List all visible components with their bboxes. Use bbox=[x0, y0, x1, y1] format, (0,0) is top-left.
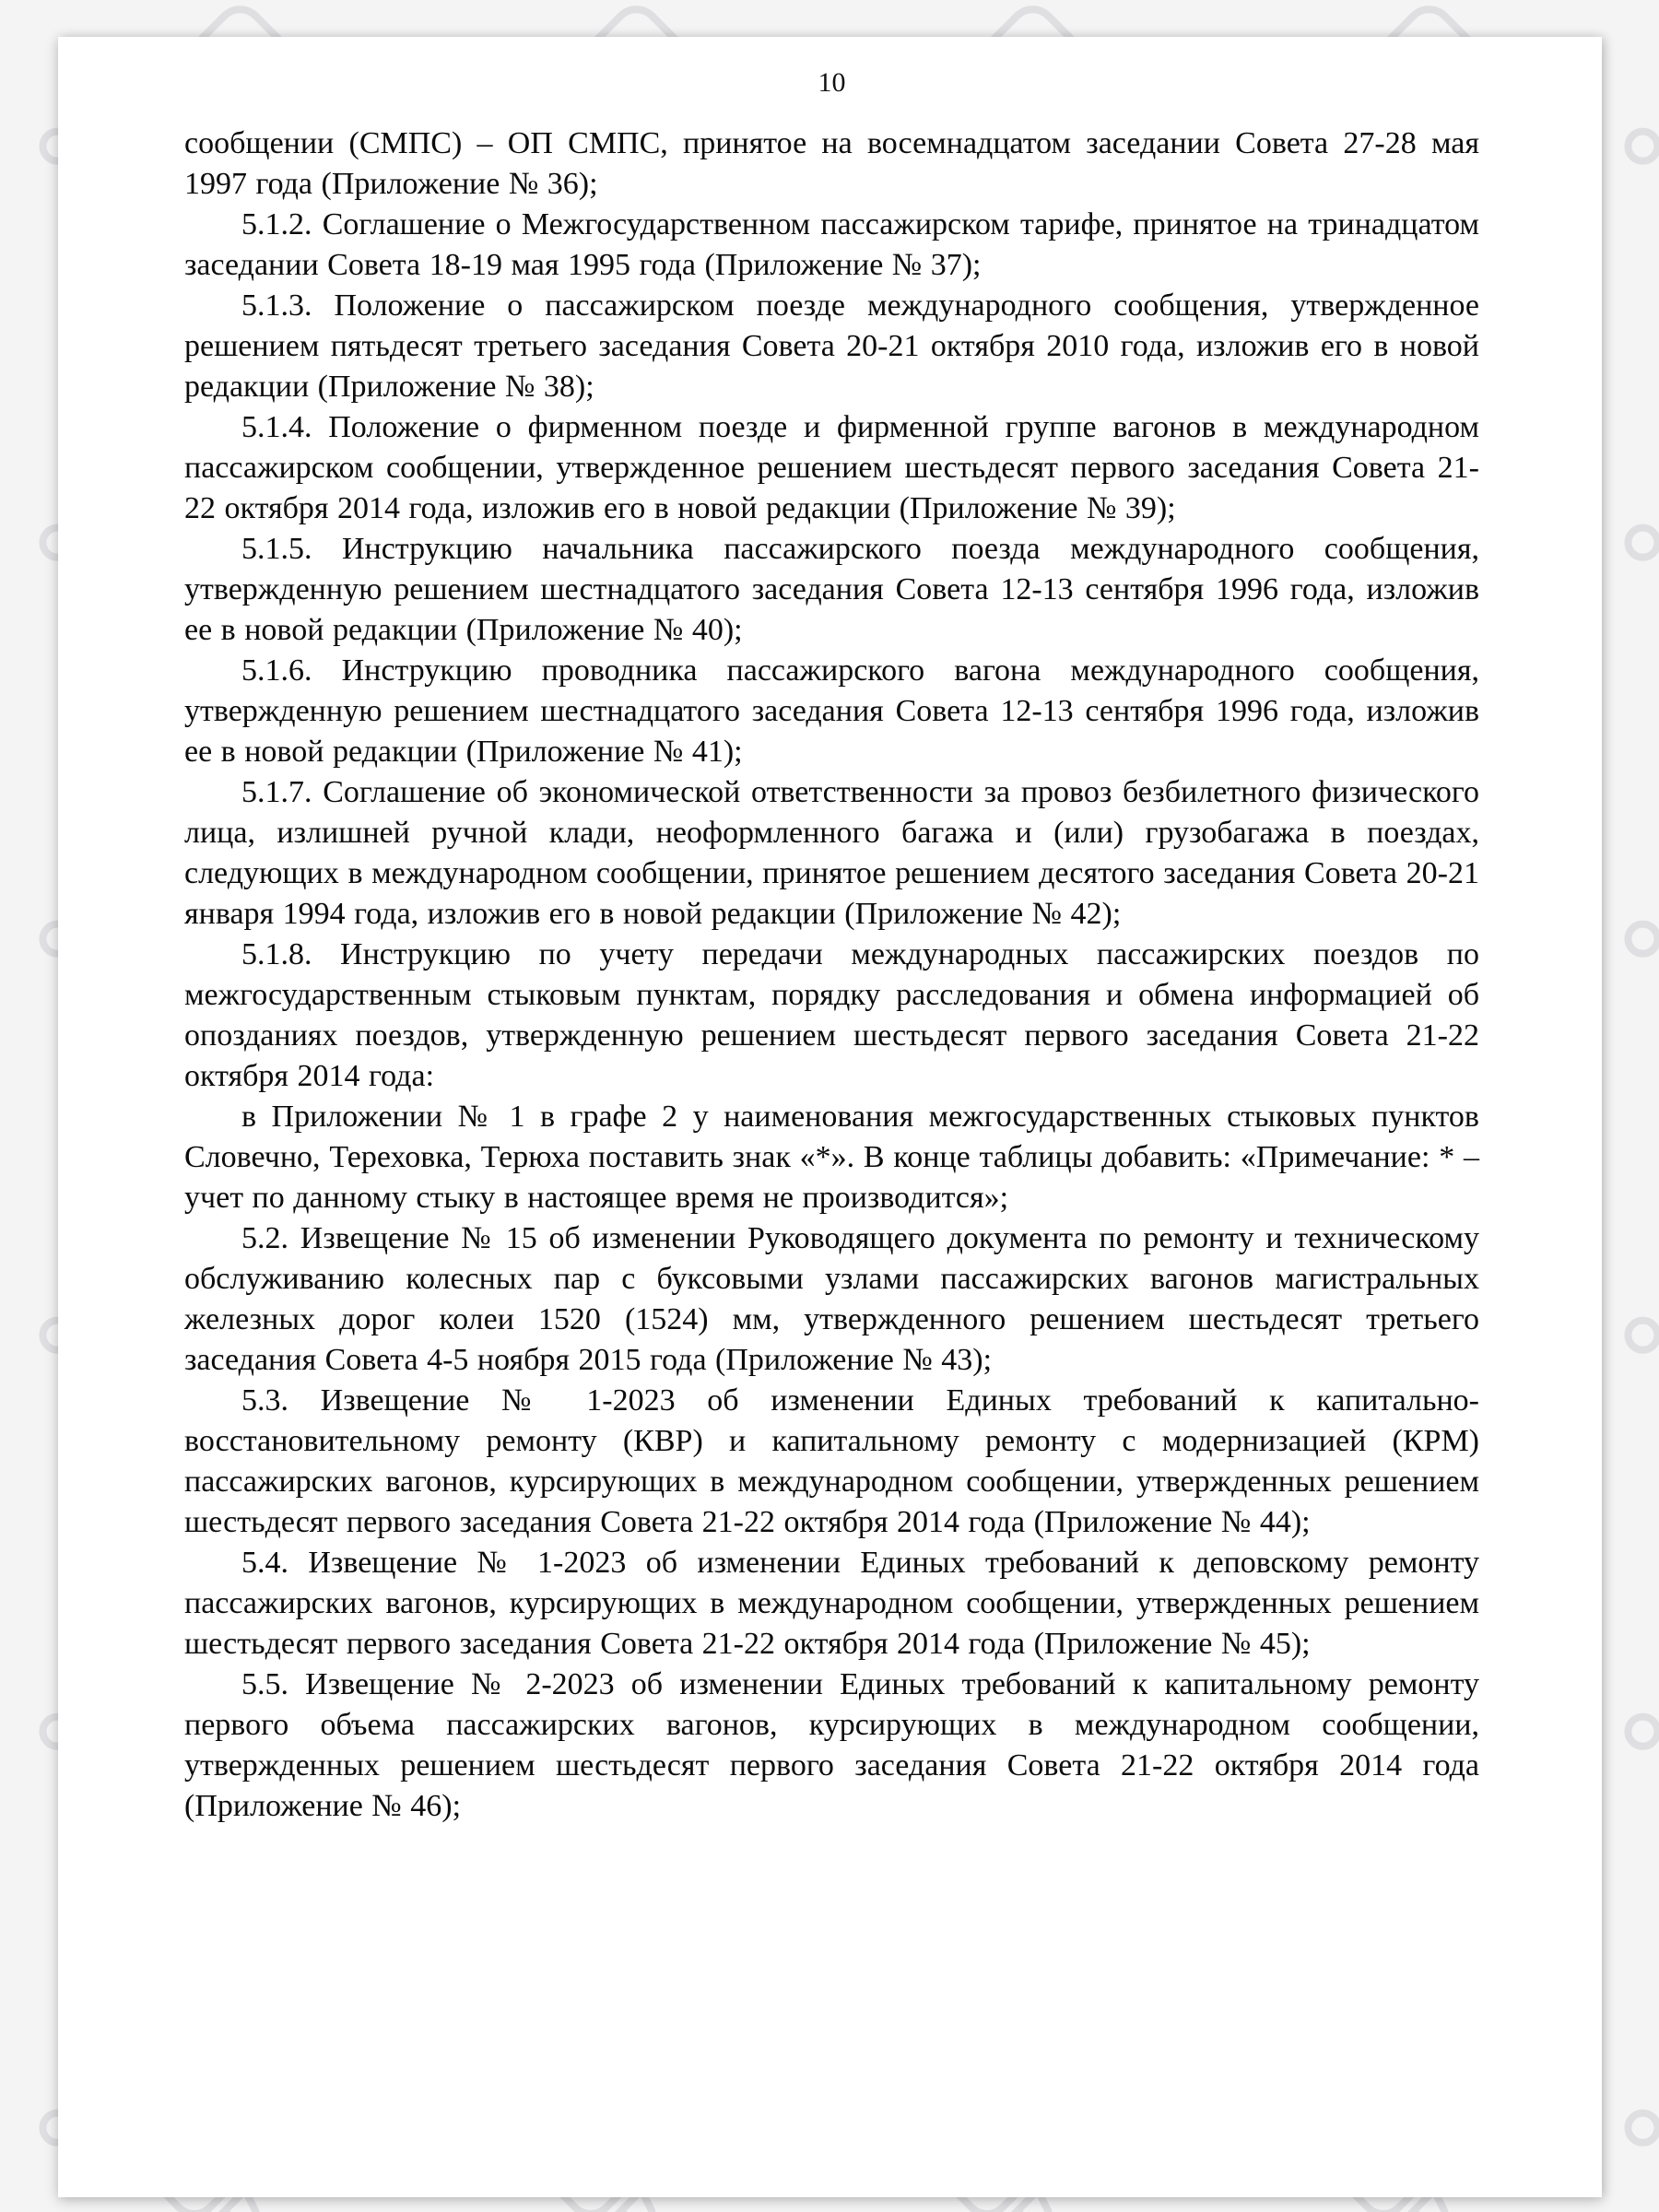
document-page bbox=[58, 37, 1602, 2197]
paragraph: 5.3. Извещение № 1-2023 об изменении Единых требований к капитально-восстановительному ремонту (КВР) и капитальному ремонту с модернизацией (КРМ) пассажирских вагонов, курсирующих в международном сообщении, утвержденных решением шестьдесят первого заседания Совета 21-22 октября 2014 года (Приложение № 44); bbox=[184, 1383, 1479, 1539]
paragraph: 5.1.5. Инструкцию начальника пассажирского поезда международного сообщения, утвержденную решением шестнадцатого заседания Совета 12-13 сентября 1996 года, изложив ее в новой редакции (Приложение № 40); bbox=[184, 532, 1479, 647]
paragraph: в Приложении № 1 в графе 2 у наименования межгосударственных стыковых пунктов Словечно, Тереховка, Терюха поставить знак «*». В конце таблицы добавить: «Примечание: * – учет по данному стыку в настоящее время не производится»; bbox=[184, 1100, 1479, 1215]
page-number: 10 bbox=[818, 67, 846, 98]
paragraph: 5.1.8. Инструкцию по учету передачи международных пассажирских поездов по межгосударственным стыковым пунктам, порядку расследования и обмена информацией об опозданиях поездов, утвержденную решением шестьдесят первого заседания Совета 21-22 октября 2014 года: bbox=[184, 937, 1479, 1093]
paragraph: 5.1.6. Инструкцию проводника пассажирского вагона международного сообщения, утвержденную решением шестнадцатого заседания Совета 12-13 сентября 1996 года, изложив ее в новой редакции (Приложение № 41); bbox=[184, 653, 1479, 769]
paragraph: 5.4. Извещение № 1-2023 об изменении Единых требований к деповскому ремонту пассажирских вагонов, курсирующих в международном сообщении, утвержденных решением шестьдесят первого заседания Совета 21-22 октября 2014 года (Приложение № 45); bbox=[184, 1546, 1479, 1661]
paragraph: 5.5. Извещение № 2-2023 об изменении Единых требований к капитальному ремонту первого объема пассажирских вагонов, курсирующих в международном сообщении, утвержденных решением шестьдесят первого заседания Совета 21-22 октября 2014 года (Приложение № 46); bbox=[184, 1667, 1479, 1823]
paragraph: 5.1.4. Положение о фирменном поезде и фирменной группе вагонов в международном пассажирском сообщении, утвержденное решением шестьдесят первого заседания Совета 21-22 октября 2014 года, изложив его в новой редакции (Приложение № 39); bbox=[184, 410, 1479, 525]
paragraph: 5.1.7. Соглашение об экономической ответственности за провоз безбилетного физического лица, излишней ручной клади, неоформленного багажа и (или) грузобагажа в поездах, следующих в международном сообщении, принятое решением десятого заседания Совета 20-21 января 1994 года, изложив его в новой редакции (Приложение № 42); bbox=[184, 775, 1479, 931]
paragraph: 5.1.2. Соглашение о Межгосударственном пассажирском тарифе, принятое на тринадцатом заседании Совета 18-19 мая 1995 года (Приложение № 37); bbox=[184, 207, 1479, 282]
paragraph: 5.1.3. Положение о пассажирском поезде международного сообщения, утвержденное решением пятьдесят третьего заседания Совета 20-21 октября 2010 года, изложив его в новой редакции (Приложение № 38); bbox=[184, 288, 1479, 404]
paragraph: сообщении (СМПС) – ОП СМПС, принятое на восемнадцатом заседании Совета 27-28 мая 1997 года (Приложение № 36); bbox=[184, 126, 1479, 201]
paragraph: 5.2. Извещение № 15 об изменении Руководящего документа по ремонту и техническому обслуживанию колесных пар с буксовыми узлами пассажирских вагонов магистральных железных дорог колеи 1520 (1524) мм, утвержденного решением шестьдесят третьего заседания Совета 4-5 ноября 2015 года (Приложение № 43); bbox=[184, 1221, 1479, 1377]
document-body bbox=[184, 124, 1479, 1827]
